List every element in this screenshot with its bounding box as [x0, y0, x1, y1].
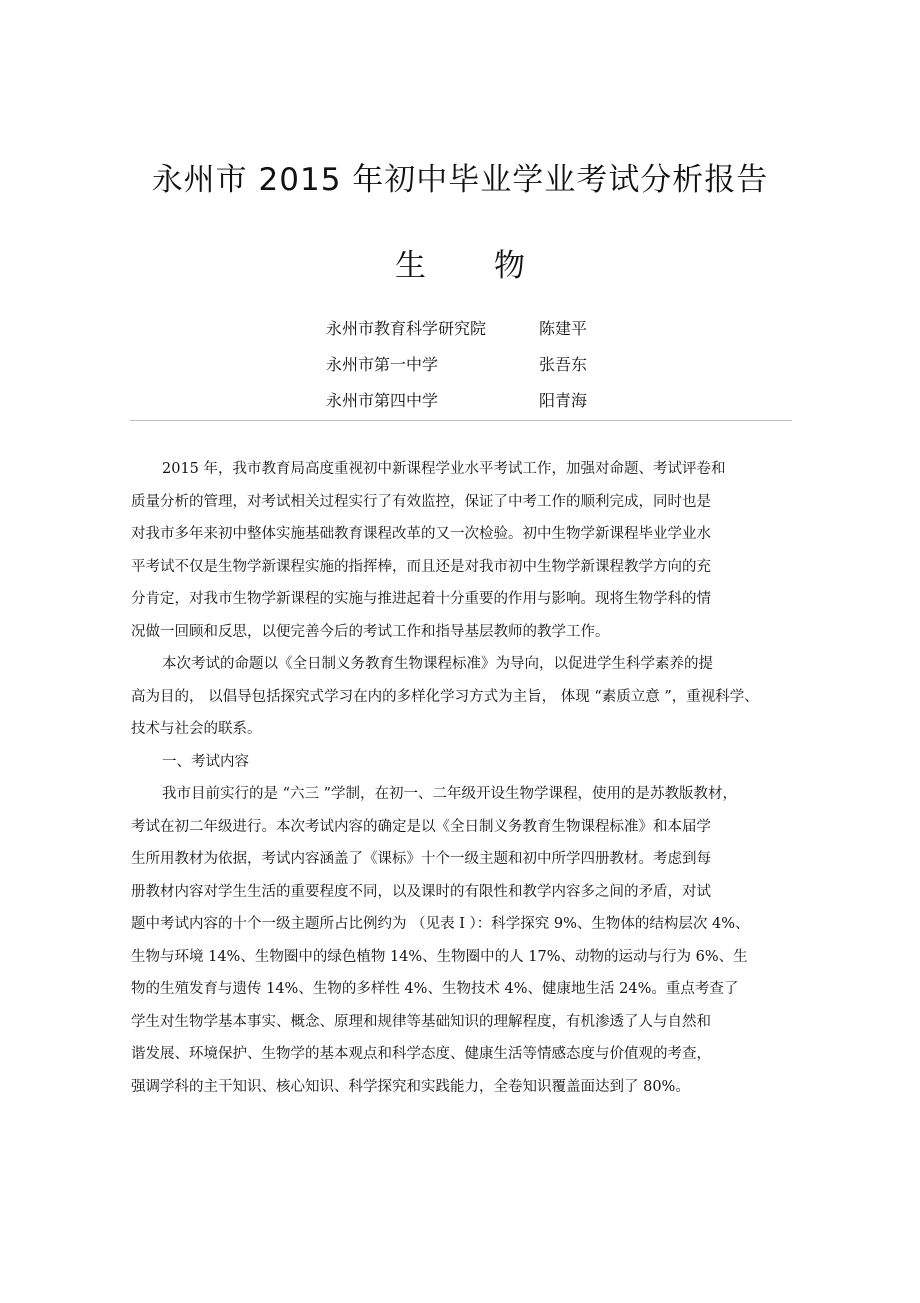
- body-line: 册教材内容对学生生活的重要程度不同，以及课时的有限性和教学内容多之间的矛盾，对试: [131, 883, 711, 900]
- subject-char-2: 物: [494, 248, 525, 284]
- author-org: 永州市第一中学: [326, 355, 439, 374]
- body-line: 物的生殖发育与遗传 14%、生物的多样性 4%、生物技术 4%、健康地生活 24%。重点考查了: [131, 981, 739, 997]
- subject-heading: [0, 240, 920, 285]
- section-heading: 一、考试内容: [162, 753, 249, 770]
- author-row: [326, 388, 646, 424]
- body-line: 生物与环境 14%、生物圈中的绿色植物 14%、生物圈中的人 17%、动物的运动与行为 6%、生: [131, 948, 748, 965]
- body-line: 谐发展、环境保护、生物学的基本观点和科学态度、健康生活等情感态度与价值观的考查，: [131, 1046, 711, 1062]
- body-line: 分肯定，对我市生物学新课程的实施与推进起着十分重要的作用与影响。现将生物学科的情: [131, 591, 711, 607]
- body-line: 我市目前实行的是 “六三 ”学制，在初一、二年级开设生物学课程，使用的是苏教版教材，: [162, 786, 738, 802]
- author-name: 陈建平: [539, 319, 588, 338]
- author-row: [326, 352, 646, 388]
- report-title: 永州市 2015 年初中毕业学业考试分析报告: [151, 162, 769, 198]
- body-line: 学生对生物学基本事实、概念、原理和规律等基础知识的理解程度，有机渗透了人与自然和: [131, 1013, 711, 1030]
- body-line: 平考试不仅是生物学新课程实施的指挥棒，而且还是对我市初中生物学新课程教学方向的充: [131, 558, 711, 575]
- body-line: 况做一回顾和反思，以便完善今后的考试工作和指导基层教师的教学工作。: [131, 623, 610, 640]
- body-line: 技术与社会的联系。: [131, 721, 262, 737]
- report-body: [131, 456, 801, 1106]
- body-line: 2015 年，我市教育局高度重视初中新课程学业水平考试工作，加强对命题、考试评卷和: [162, 461, 726, 477]
- body-line: 对我市多年来初中整体实施基础教育课程改革的又一次检验。初中生物学新课程毕业学业水: [131, 526, 711, 542]
- author-org: 永州市教育科学研究院: [326, 319, 487, 338]
- subject-char-1: 生: [395, 248, 426, 284]
- author-name: 阳青海: [539, 391, 588, 410]
- body-line: 高为目的， 以倡导包括探究式学习在内的多样化学习方式为主旨， 体现 “素质立意 ”，重视科学、: [131, 688, 759, 705]
- author-list: [326, 316, 646, 424]
- header-divider: [130, 420, 792, 421]
- body-line: 生所用教材为依据，考试内容涵盖了《课标》十个一级主题和初中所学四册教材。考虑到每: [131, 851, 711, 867]
- author-org: 永州市第四中学: [326, 391, 439, 410]
- body-line: 题中考试内容的十个一级主题所占比例约为 （见表 I ）：科学探究 9%、生物体的结构层次 4%、: [131, 916, 750, 932]
- author-name: 张吾东: [539, 355, 588, 374]
- body-line: 本次考试的命题以《全日制义务教育生物课程标准》为导向，以促进学生科学素养的提: [162, 656, 713, 672]
- body-line: 考试在初二年级进行。本次考试内容的确定是以《全日制义务教育生物课程标准》和本届学: [131, 818, 711, 835]
- author-row: [326, 316, 646, 352]
- body-line: 质量分析的管理，对考试相关过程实行了有效监控，保证了中考工作的顺利完成，同时也是: [131, 493, 711, 510]
- body-line: 强调学科的主干知识、核心知识、科学探究和实践能力，全卷知识覆盖面达到了 80%。: [131, 1078, 690, 1095]
